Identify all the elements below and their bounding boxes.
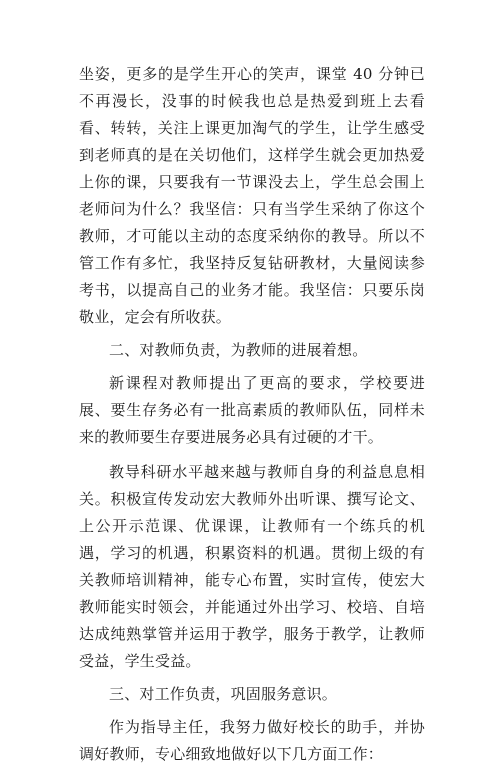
document-page bbox=[79, 61, 425, 768]
body-paragraph: 作为指导主任，我努力做好校长的助手，并协调好教师，专心细致地做好以下几方面工作： bbox=[79, 718, 425, 763]
spacer bbox=[79, 451, 425, 459]
body-paragraph: 坐姿，更多的是学生开心的笑声，课堂 40 分钟已不再漫长，没事的时候我也总是热爱到班上去看看、转转，关注上课更加淘气的学生，让学生感受到老师真的是在关切他们，这样学生就会更加热爱上你的课，只要我有一节课没去上，学生总会围上老师问为什么？我坚信：只有当学生采纳了你这个教师，才可能以主动的态度采纳你的教导。所以不管工作有多忙，我坚持反复钻研教材，大量阅读参考书，以提高自己的业务才能。我坚信：只要乐岗敬业，定会有所收获。 bbox=[79, 65, 425, 326]
section-heading: 三、对工作负责，巩固服务意识。 bbox=[109, 685, 338, 703]
section-heading: 二、对教师负责，为教师的进展着想。 bbox=[109, 341, 368, 359]
body-paragraph: 新课程对教师提出了更高的要求，学校要进展、要生存务必有一批高素质的教师队伍，同样未来的教师要生存要进展务必具有过硬的才干。 bbox=[79, 374, 425, 446]
body-paragraph: 教导科研水平越来越与教师自身的利益息息相关。积极宣传发动宏大教师外出听课、撰写论文、上公开示范课、优课课，让教师有一个练兵的机遇，学习的机遇，积累资料的机遇。贯彻上级的有关教师培训精神，能专心布置，实时宣传，使宏大教师能实时领会，并能通过外出学习、校培、自培达成纯熟掌管并运用于教学，服务于教学，让教师受益，学生受益。 bbox=[79, 463, 425, 670]
